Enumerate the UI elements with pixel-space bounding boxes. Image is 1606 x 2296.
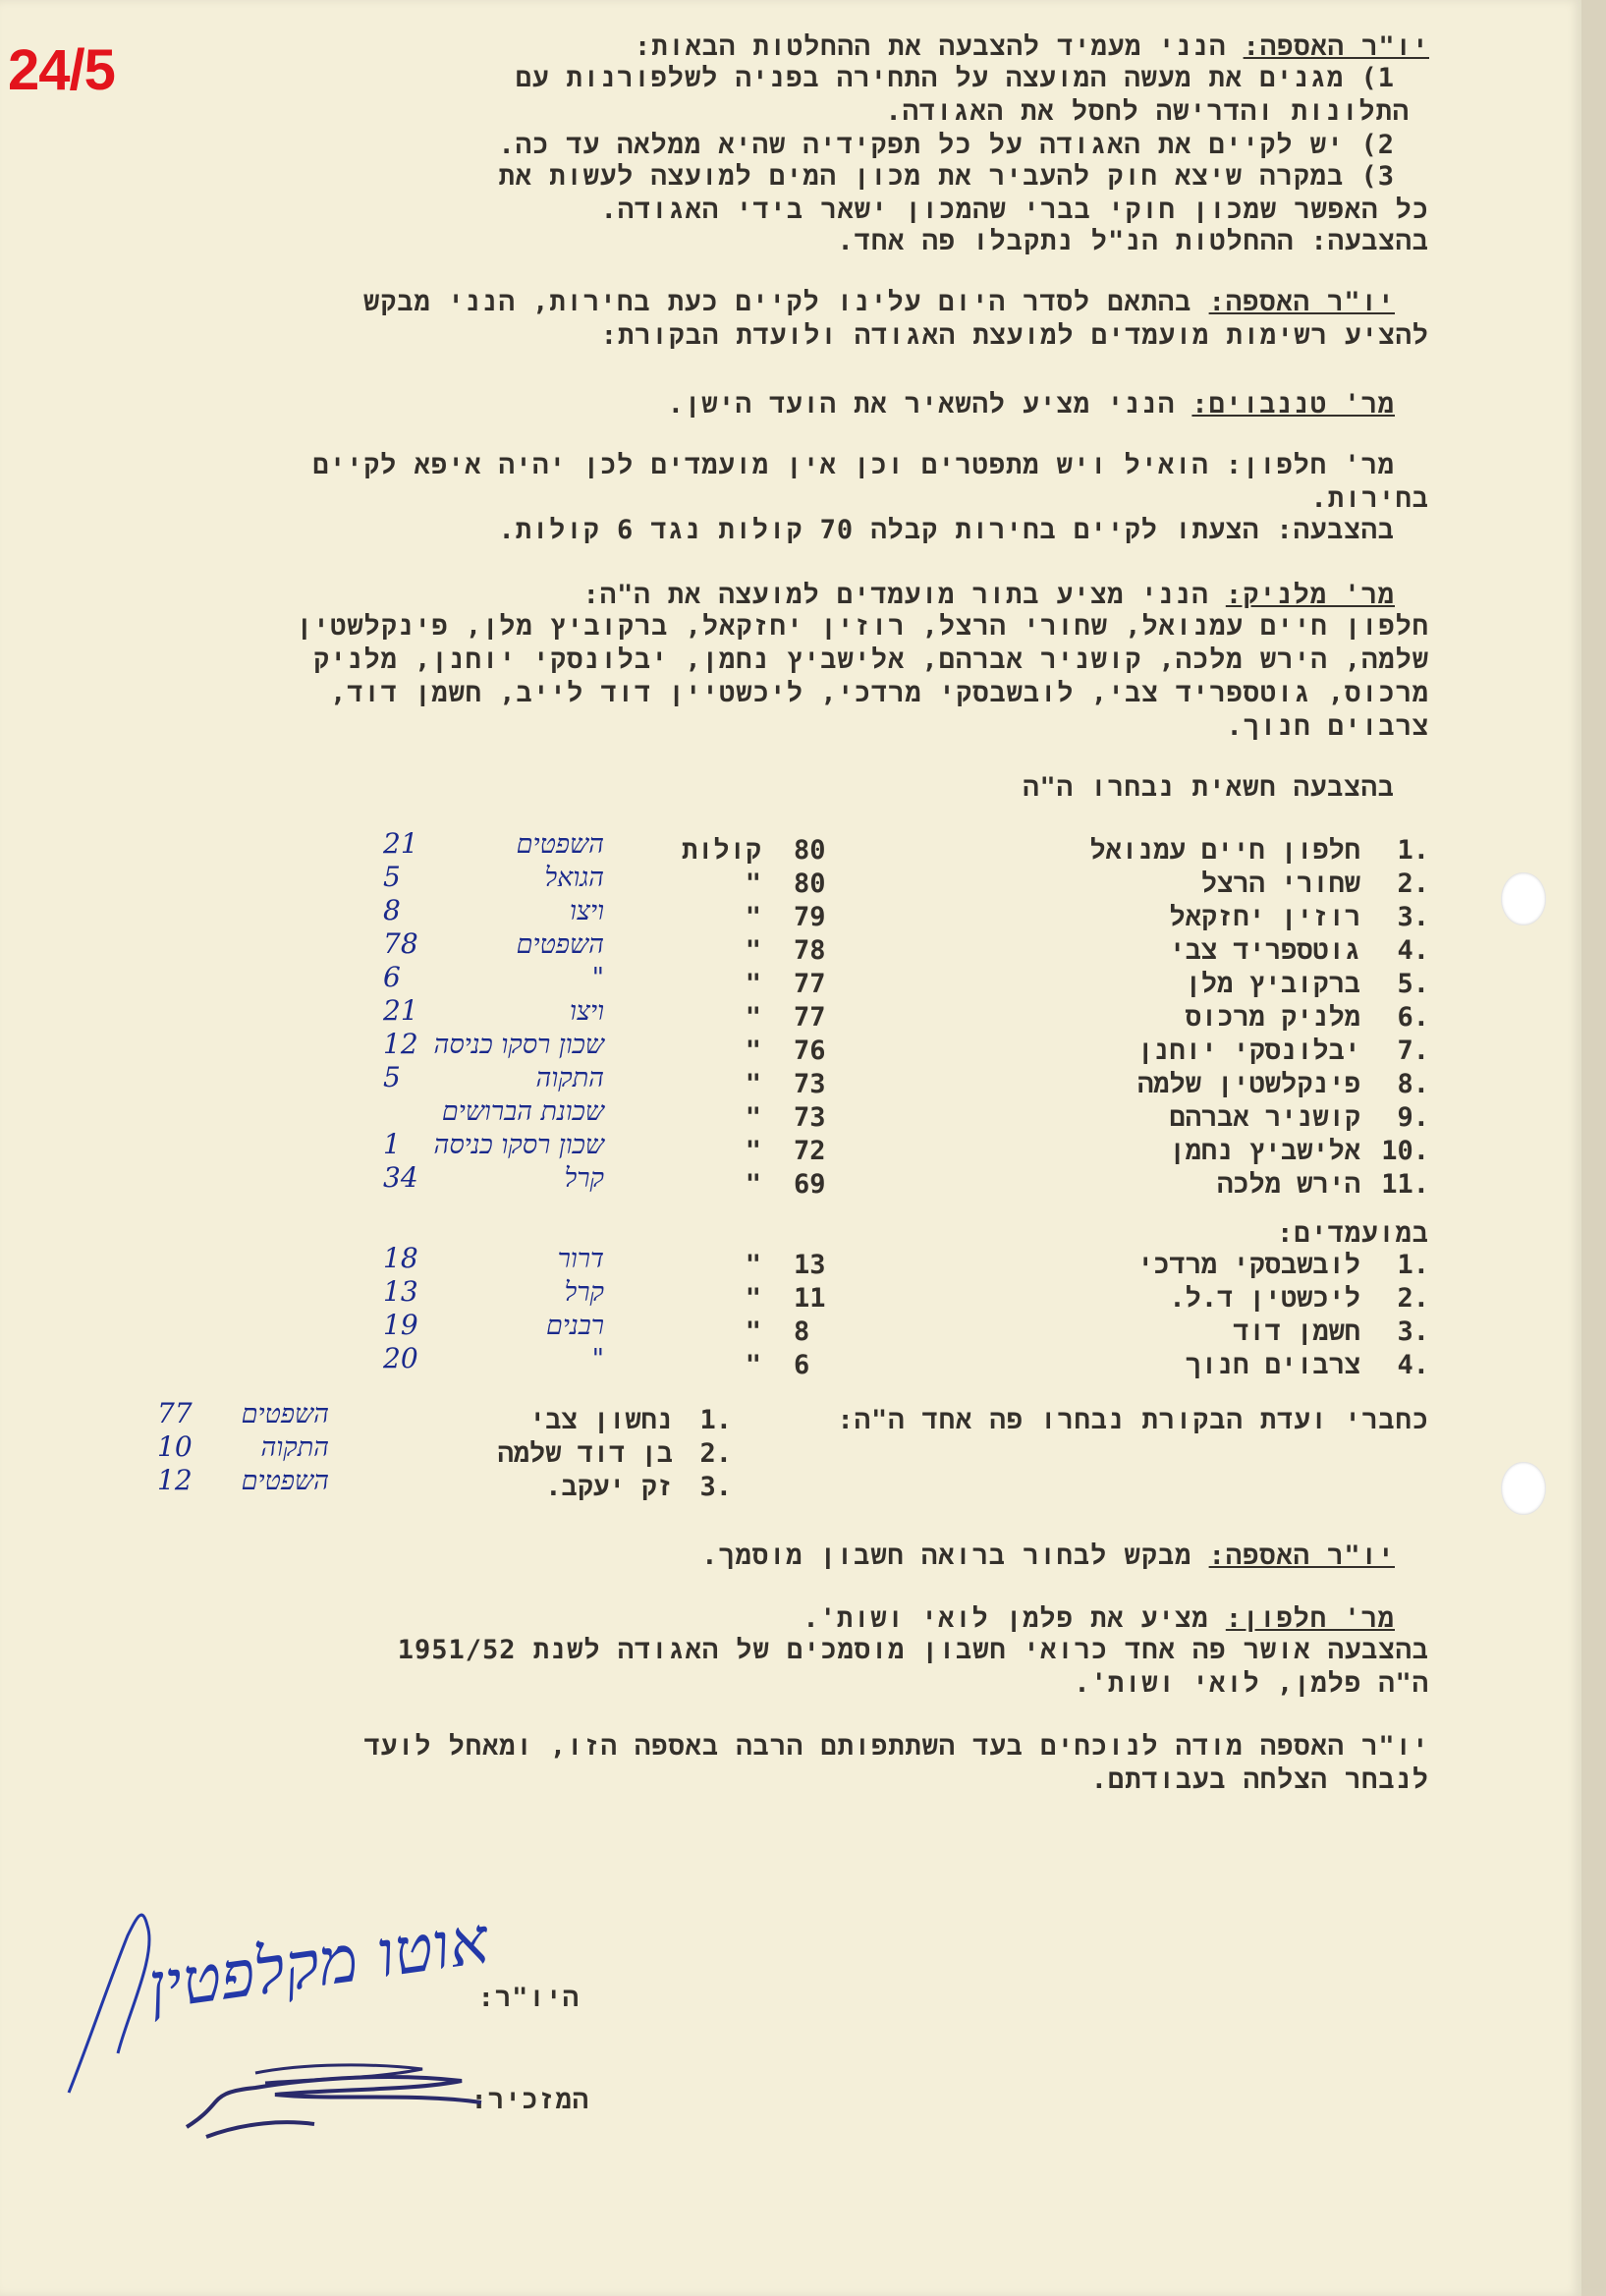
- handwritten-note: השפטים: [516, 829, 604, 860]
- row-votes: 80: [794, 835, 826, 866]
- row-votes: 78: [794, 935, 826, 966]
- text-line: במועמדים:: [1277, 1218, 1429, 1249]
- row-votes: 6: [794, 1350, 810, 1380]
- row-votes-unit: ": [745, 1316, 761, 1347]
- handwritten-number: 10: [157, 1430, 193, 1463]
- row-number: 7.: [1397, 1036, 1429, 1066]
- page-edge: [1581, 0, 1606, 2296]
- row-name: חלפון חיים עמנואל: [1089, 835, 1360, 866]
- handwritten-number: 21: [383, 994, 418, 1027]
- text-line: 3) במקרה שיצא חוק להעביר את מכון המים למועצה לעשות את: [498, 161, 1395, 192]
- row-number: 2.: [1397, 1283, 1429, 1314]
- row-name: גוטספריד צבי: [1169, 935, 1360, 966]
- speaker-text: מציע את פלמן לואי ושות'.: [803, 1603, 1226, 1634]
- text-line: [635, 31, 1429, 64]
- handwritten-note: התקוה: [535, 1063, 604, 1093]
- handwritten-number: 78: [383, 927, 418, 960]
- row-votes-unit: ": [745, 1002, 761, 1033]
- text-line: בהצבעה: הצעתו לקיים בחירות קבלה 70 קולות נגד 6 קולות.: [498, 515, 1395, 545]
- row-votes: 79: [794, 902, 826, 932]
- row-number: 4.: [1397, 1350, 1429, 1380]
- row-votes-unit: ": [745, 1136, 761, 1166]
- row-name: לובשבסקי מרדכי: [1137, 1250, 1360, 1280]
- row-votes: 8: [794, 1316, 810, 1347]
- row-number: 9.: [1397, 1102, 1429, 1133]
- row-name: פינקלשטין שלמה: [1137, 1069, 1360, 1099]
- row-votes: 13: [794, 1250, 826, 1280]
- text-line: ה"ה פלמן, לואי ושות'.: [1074, 1668, 1429, 1699]
- text-line: [701, 1540, 1395, 1573]
- row-votes-unit: ": [745, 1169, 761, 1200]
- handwritten-note: קרל: [564, 1163, 604, 1194]
- row-votes: 80: [794, 868, 826, 899]
- speaker-label: יו"ר האספה:: [1208, 287, 1395, 317]
- row-votes: 73: [794, 1102, 826, 1133]
- text-line: כחברי ועדת הבקורת נבחרו פה אחד ה"ה:: [837, 1405, 1429, 1435]
- row-votes: 11: [794, 1283, 826, 1314]
- speaker-text: הנני מעמיד להצבעה את ההחלטות הבאות:: [634, 31, 1244, 62]
- row-votes-unit: ": [745, 1283, 761, 1314]
- row-name: שחורי הרצל: [1200, 868, 1360, 899]
- handwritten-note: התקוה: [260, 1432, 329, 1463]
- text-line: בהצבעה: ההחלטות הנ"ל נתקבלו פה אחד.: [837, 226, 1429, 256]
- speaker-label: יו"ר האספה:: [1208, 1540, 1395, 1571]
- row-votes-unit: ": [745, 969, 761, 999]
- speaker-text: הנני מציע בתור מועמדים למועצה את ה"ה:: [582, 580, 1226, 610]
- text-line: 2) יש לקיים את האגודה על כל תפקידיה שהיא ממלאה עד כה.: [498, 130, 1395, 160]
- handwritten-number: 19: [383, 1309, 418, 1341]
- speaker-text: הנני מציע להשאיר את הועד הישן.: [667, 389, 1192, 420]
- row-votes: 77: [794, 969, 826, 999]
- chair-signature: אוטו מקלפטין: [143, 1902, 493, 2025]
- handwritten-note: השפטים: [241, 1399, 329, 1429]
- handwritten-note: דרור: [557, 1244, 604, 1274]
- text-line: מרכוס, גוטספריד צבי, לובשבסקי מרדכי, ליכשטיין דוד לייב, חשמן דוד,: [330, 678, 1429, 708]
- handwritten-number: 5: [383, 861, 401, 893]
- row-votes: 73: [794, 1069, 826, 1099]
- handwritten-number: 77: [157, 1397, 193, 1429]
- row-name: זק יעקב.: [545, 1472, 673, 1502]
- secretary-signature: [167, 2034, 491, 2142]
- punch-hole: [1501, 1462, 1546, 1515]
- row-number: 2.: [699, 1438, 732, 1469]
- handwritten-note: רבנים: [546, 1311, 604, 1341]
- row-name: אלישביץ נחמן: [1169, 1136, 1360, 1166]
- row-votes-unit: ": [745, 1036, 761, 1066]
- text-line: מר' חלפון: הואיל ויש מתפטרים וכן אין מועמדים לכן יהיה איפא לקיים: [312, 450, 1395, 480]
- handwritten-note: ": [591, 1344, 604, 1374]
- handwritten-number: 1: [383, 1128, 401, 1160]
- handwritten-number: 13: [383, 1275, 418, 1308]
- handwritten-number: 20: [383, 1342, 418, 1374]
- row-name: נחשון צבי: [529, 1405, 673, 1435]
- punch-hole: [1501, 872, 1546, 925]
- speaker-label: יו"ר האספה:: [1243, 31, 1429, 62]
- secretary-signature-label: המזכיר:: [471, 2085, 589, 2115]
- row-name: בן דוד שלמה: [497, 1438, 673, 1469]
- speaker-text: מבקש לבחור ברואה חשבון מוסמך.: [701, 1540, 1209, 1571]
- row-votes-unit: ": [745, 1069, 761, 1099]
- row-number: 3.: [1397, 1316, 1429, 1347]
- handwritten-note: שכון רסקו כניסה: [433, 1130, 604, 1160]
- speaker-label: מר' מלניק:: [1225, 580, 1395, 610]
- text-line: כל האפשר שמכון חוקי בברי שהמכון ישאר בידי האגודה.: [600, 195, 1429, 225]
- text-line: חלפון חיים עמנואל, שחורי הרצל, רוזין יחזקאל, ברקוביץ מלן, פינקלשטין: [296, 611, 1429, 642]
- text-line: התלונות והדרישה לחסל את האגודה.: [885, 96, 1410, 127]
- row-number: 10.: [1381, 1136, 1429, 1166]
- text-line: [583, 580, 1395, 612]
- row-votes-unit: ": [745, 1102, 761, 1133]
- text-line: בהצבעה חשאית נבחרו ה"ה: [1023, 772, 1395, 803]
- row-number: 3.: [1397, 902, 1429, 932]
- text-line: בהצבעה אושר פה אחד כרואי חשבון מוסמכים של האגודה לשנת 1951/52: [397, 1635, 1429, 1665]
- row-name: חשמן דוד: [1233, 1316, 1360, 1347]
- handwritten-note: שכונת הברושים: [441, 1096, 604, 1127]
- handwritten-note: שכון רסקו כניסה: [433, 1030, 604, 1060]
- row-name: קושניר אברהם: [1169, 1102, 1360, 1133]
- row-number: 11.: [1381, 1169, 1429, 1200]
- row-name: צרבוים חנוך: [1185, 1350, 1360, 1380]
- row-votes-unit: ": [745, 1350, 761, 1380]
- row-name: רוזין יחזקאל: [1169, 902, 1360, 932]
- text-line: יו"ר האספה מודה לנוכחים בעד השתתפותם הרבה באספה הזו, ומאחל לועד: [363, 1731, 1429, 1762]
- row-name: הירש מלכה: [1217, 1169, 1360, 1200]
- speaker-text: בהתאם לסדר היום עלינו לקיים כעת בחירות, הנני מבקש: [362, 287, 1209, 317]
- text-line: [668, 389, 1395, 421]
- text-line: צרבוים חנוך.: [1226, 711, 1429, 742]
- handwritten-note: ויצו: [569, 896, 604, 926]
- text-line: לנבחר הצלחה בעבודתם.: [1090, 1764, 1429, 1795]
- page-number: 24/5: [8, 38, 115, 102]
- handwritten-note: ": [591, 963, 604, 993]
- handwritten-note: השפטים: [241, 1466, 329, 1496]
- speaker-label: מר' חלפון:: [1225, 1603, 1395, 1634]
- handwritten-note: ויצו: [569, 996, 604, 1027]
- row-name: ליכשטין ד.ל.: [1169, 1283, 1360, 1314]
- row-votes-unit: ": [745, 868, 761, 899]
- row-votes-unit: קולות: [681, 835, 761, 866]
- row-votes-unit: ": [745, 935, 761, 966]
- text-line: [363, 287, 1395, 319]
- row-name: ברקוביץ מלן: [1185, 969, 1360, 999]
- row-number: 1.: [1397, 1250, 1429, 1280]
- text-line: בחירות.: [1310, 483, 1429, 514]
- row-number: 4.: [1397, 935, 1429, 966]
- row-number: 1.: [699, 1405, 732, 1435]
- row-name: יבלונסקי יוחנן: [1137, 1036, 1360, 1066]
- handwritten-number: 12: [383, 1028, 418, 1060]
- handwritten-note: קרל: [564, 1277, 604, 1308]
- handwritten-number: 8: [383, 894, 401, 926]
- row-number: 3.: [699, 1472, 732, 1502]
- handwritten-number: 12: [157, 1464, 193, 1496]
- handwritten-note: הגואל: [544, 863, 604, 893]
- row-votes: 77: [794, 1002, 826, 1033]
- row-votes: 69: [794, 1169, 826, 1200]
- text-line: [803, 1603, 1395, 1636]
- row-number: 5.: [1397, 969, 1429, 999]
- row-number: 6.: [1397, 1002, 1429, 1033]
- row-number: 8.: [1397, 1069, 1429, 1099]
- text-line: להציע רשימות מועמדים למועצת האגודה ולועדת הבקורת:: [600, 320, 1429, 351]
- row-number: 2.: [1397, 868, 1429, 899]
- speaker-label: מר' טננבוים:: [1191, 389, 1395, 420]
- handwritten-note: השפטים: [516, 929, 604, 960]
- handwritten-number: 6: [383, 961, 401, 993]
- handwritten-number: 34: [383, 1161, 418, 1194]
- row-votes-unit: ": [745, 902, 761, 932]
- text-line: 1) מגנים את מעשה המועצה על התחירה בפניה לשלפורנות עם: [515, 63, 1395, 93]
- text-line: שלמה, הירש מלכה, קושניר אברהם, אלישביץ נחמן, יבלונסקי יוחנן, מלניק: [312, 644, 1429, 675]
- handwritten-number: 18: [383, 1242, 418, 1274]
- handwritten-number: 21: [383, 827, 418, 860]
- row-votes-unit: ": [745, 1250, 761, 1280]
- row-name: מלניק מרכוס: [1185, 1002, 1360, 1033]
- handwritten-number: 5: [383, 1061, 401, 1093]
- row-votes: 72: [794, 1136, 826, 1166]
- row-number: 1.: [1397, 835, 1429, 866]
- row-votes: 76: [794, 1036, 826, 1066]
- chair-signature-label: היו"ר:: [477, 1983, 580, 2013]
